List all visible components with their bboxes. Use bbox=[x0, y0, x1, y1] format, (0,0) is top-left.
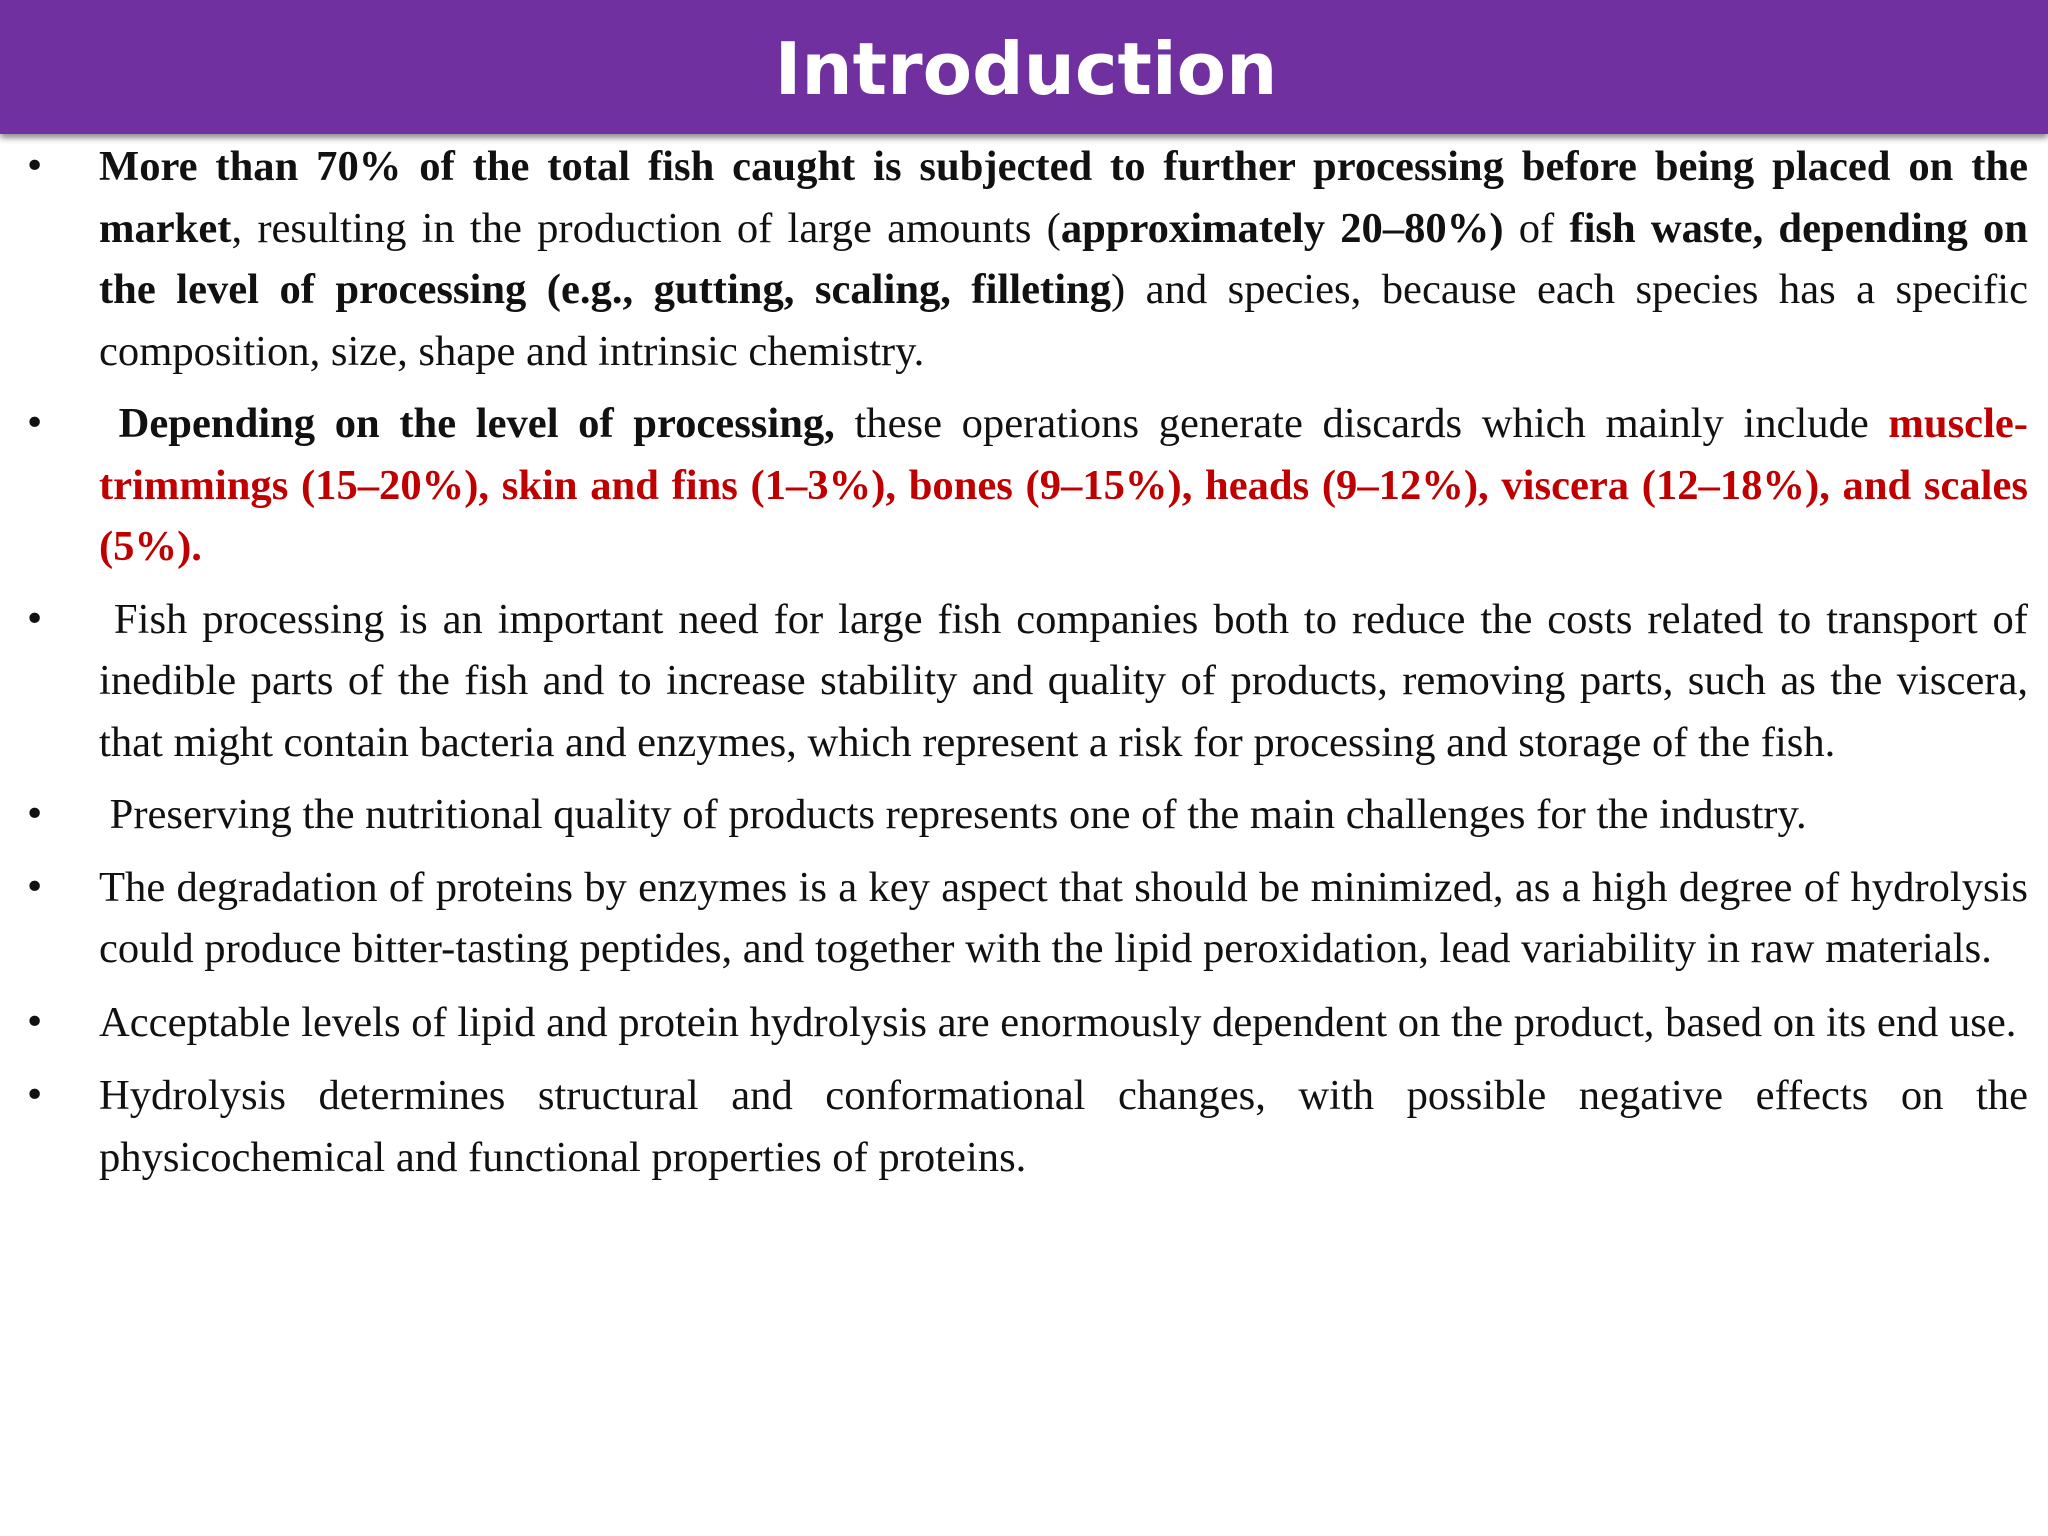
slide-title: Introduction bbox=[774, 27, 1278, 111]
bullet-1-text-2: of bbox=[1503, 204, 1570, 252]
bullet-6-text: Acceptable levels of lipid and protein hydrolysis are enormously dependent on the product, based on its end use. bbox=[99, 998, 2017, 1046]
bullet-7-text: Hydrolysis determines structural and conformational changes, with possible negative effects on the physicochemical and functional properties of proteins. bbox=[99, 1072, 2028, 1181]
slide-content bbox=[0, 136, 2048, 1188]
bullet-hydrolysis-effects bbox=[0, 1065, 2048, 1188]
bullet-1-bold-waste: fish waste, depending on the level of processing (e.g., gutting, scaling, filleting bbox=[99, 204, 2028, 313]
bullet-4-text: Preserving the nutritional quality of products represents one of the main challenges for the industry. bbox=[109, 791, 1807, 838]
bullet-1-text-1: , resulting in the production of large amounts ( bbox=[231, 204, 1061, 252]
bullet-processing-need bbox=[0, 589, 2048, 774]
bullet-2-red-discard-list: muscle-trimmings (15–20%), skin and fins (1–3%), bones (9–15%), heads (9–12%), viscera (12–18%), and scales (5%). bbox=[99, 400, 2028, 570]
bullet-1-bold-percentage: approximately 20–80%) bbox=[1060, 204, 1504, 252]
bullet-fish-processing-waste bbox=[0, 136, 2048, 382]
title-bar bbox=[0, 0, 2048, 134]
bullet-discards bbox=[0, 393, 2048, 578]
bullet-1-bold-lead: More than 70% of the total fish caught is subjected to further processing before being placed on the market bbox=[99, 143, 2028, 252]
bullet-3-text: Fish processing is an important need for large fish companies both to reduce the costs related to transport of inedible parts of the fish and to increase stability and quality of products, removing parts, such as the viscera, that might contain bacteria and enzymes, which represent a risk for processing and storage of the fish. bbox=[99, 595, 2028, 766]
bullet-nutritional-quality bbox=[0, 784, 2048, 846]
bullet-hydrolysis-levels bbox=[0, 992, 2048, 1054]
bullet-2-text: these operations generate discards which mainly include bbox=[834, 400, 1889, 447]
bullet-5-text: The degradation of proteins by enzymes is a key aspect that should be minimized, as a high degree of hydrolysis could produce bitter-tasting peptides, and together with the lipid peroxidation, lead variability in raw materials. bbox=[99, 863, 2028, 972]
bullet-2-bold-lead: Depending on the level of processing, bbox=[118, 400, 835, 447]
bullet-protein-degradation bbox=[0, 857, 2048, 980]
bullet-1-text-3: ) and species, because each species has a specific composition, size, shape and intrinsic chemistry. bbox=[99, 266, 2028, 375]
